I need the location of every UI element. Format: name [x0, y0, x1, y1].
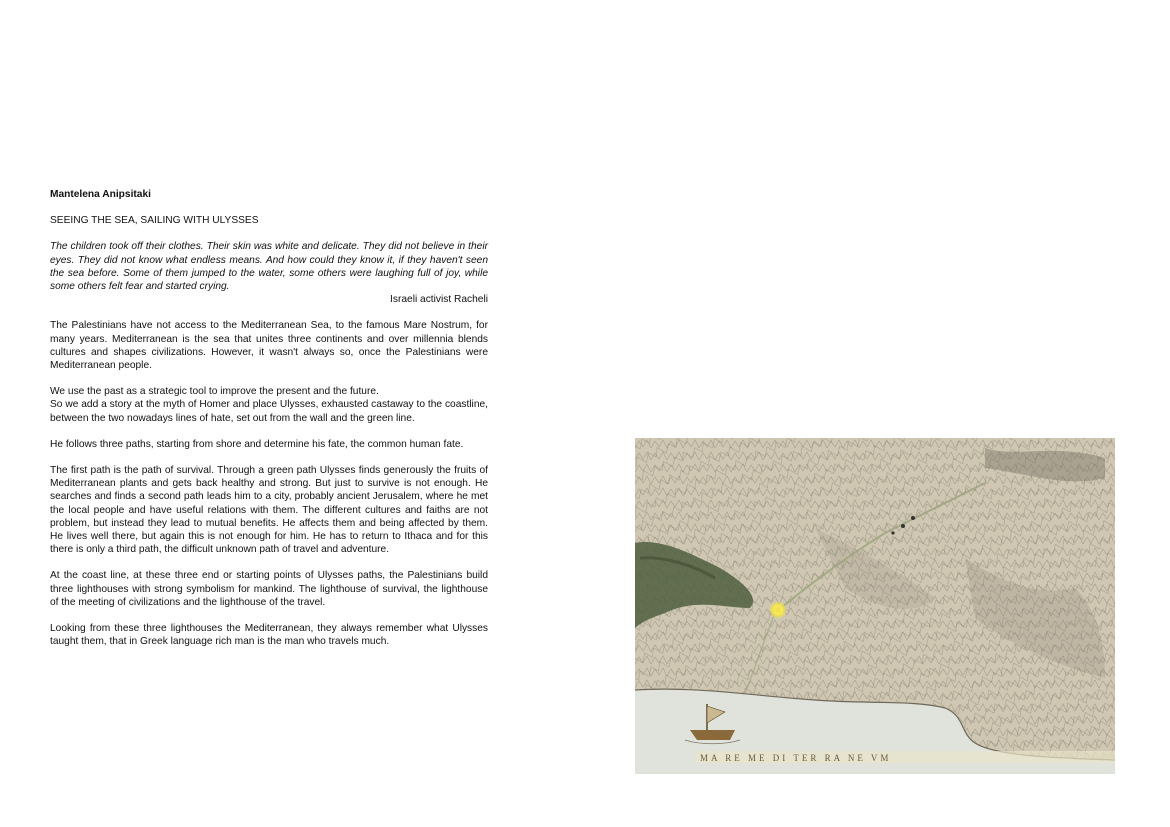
- article: [50, 188, 488, 661]
- paragraph-three-paths: He follows three paths, starting from shore and determine his fate, the common human fate.: [50, 438, 464, 450]
- paragraph-lighthouses: At the coast line, at these three end or starting points of Ulysses paths, the Palestinians build three lighthouses with strong symbolism for mankind. The lighthouse of survival, the lighthouse of the meeting of civilizations and the lighthouse of the travel.: [50, 570, 488, 608]
- sea-label: MA RE ME DI TER RA NE VM: [700, 753, 892, 763]
- paragraph-past: [50, 385, 488, 425]
- paragraph-closing: Looking from these three lighthouses the Mediterranean, they always remember what Ulysses taught them, that in Greek language rich man is the man who travels much.: [50, 623, 488, 648]
- paragraph-past-line-2: So we add a story at the myth of Homer and place Ulysses, exhausted castaway to the coastline, between the two nowadays lines of hate, set out from the wall and the green line.: [50, 399, 488, 424]
- paragraph-first-path: The first path is the path of survival. Through a green path Ulysses finds generously the fruits of Mediterranean plants and gets back healthy and strong. But just to survive is not enough. He searches and finds a second path leads him to a city, probably ancient Jerusalem, where he met the local people and have useful relations with them. The different cultures and faiths are not problem, but instead they lead to mutual benefits. He affects them and being affected by them. He lives well there, but again this is not enough for him. He has to return to Ithaca and for this there is only a third path, the difficult unknown path of travel and adventure.: [50, 465, 488, 556]
- map-illustration: [635, 438, 1115, 774]
- opening-quote: The children took off their clothes. Their skin was white and delicate. They did not believe in their eyes. They did not know what endless means. And how could they know it, if they haven't seen the sea before. Some of them jumped to the water, some others were laughing full of joy, while some others felt fear and started crying.: [50, 241, 488, 293]
- quote-attribution: Israeli activist Racheli: [390, 294, 488, 306]
- paragraph-palestinians: The Palestinians have not access to the Mediterranean Sea, to the famous Mare Nostrum, for many years. Mediterranean is the sea that unites three continents and over millennia blends cultures and shapes civilizations. However, it wasn't always so, once the Palestinians were Mediterranean people.: [50, 320, 488, 372]
- paragraph-past-line-1: We use the past as a strategic tool to improve the present and the future.: [50, 386, 379, 398]
- city-marker: [901, 524, 905, 528]
- article-title: SEEING THE SEA, SAILING WITH ULYSSES: [50, 215, 259, 227]
- author-name: Mantelena Anipsitaki: [50, 189, 151, 200]
- illustrated-map: [635, 438, 1115, 774]
